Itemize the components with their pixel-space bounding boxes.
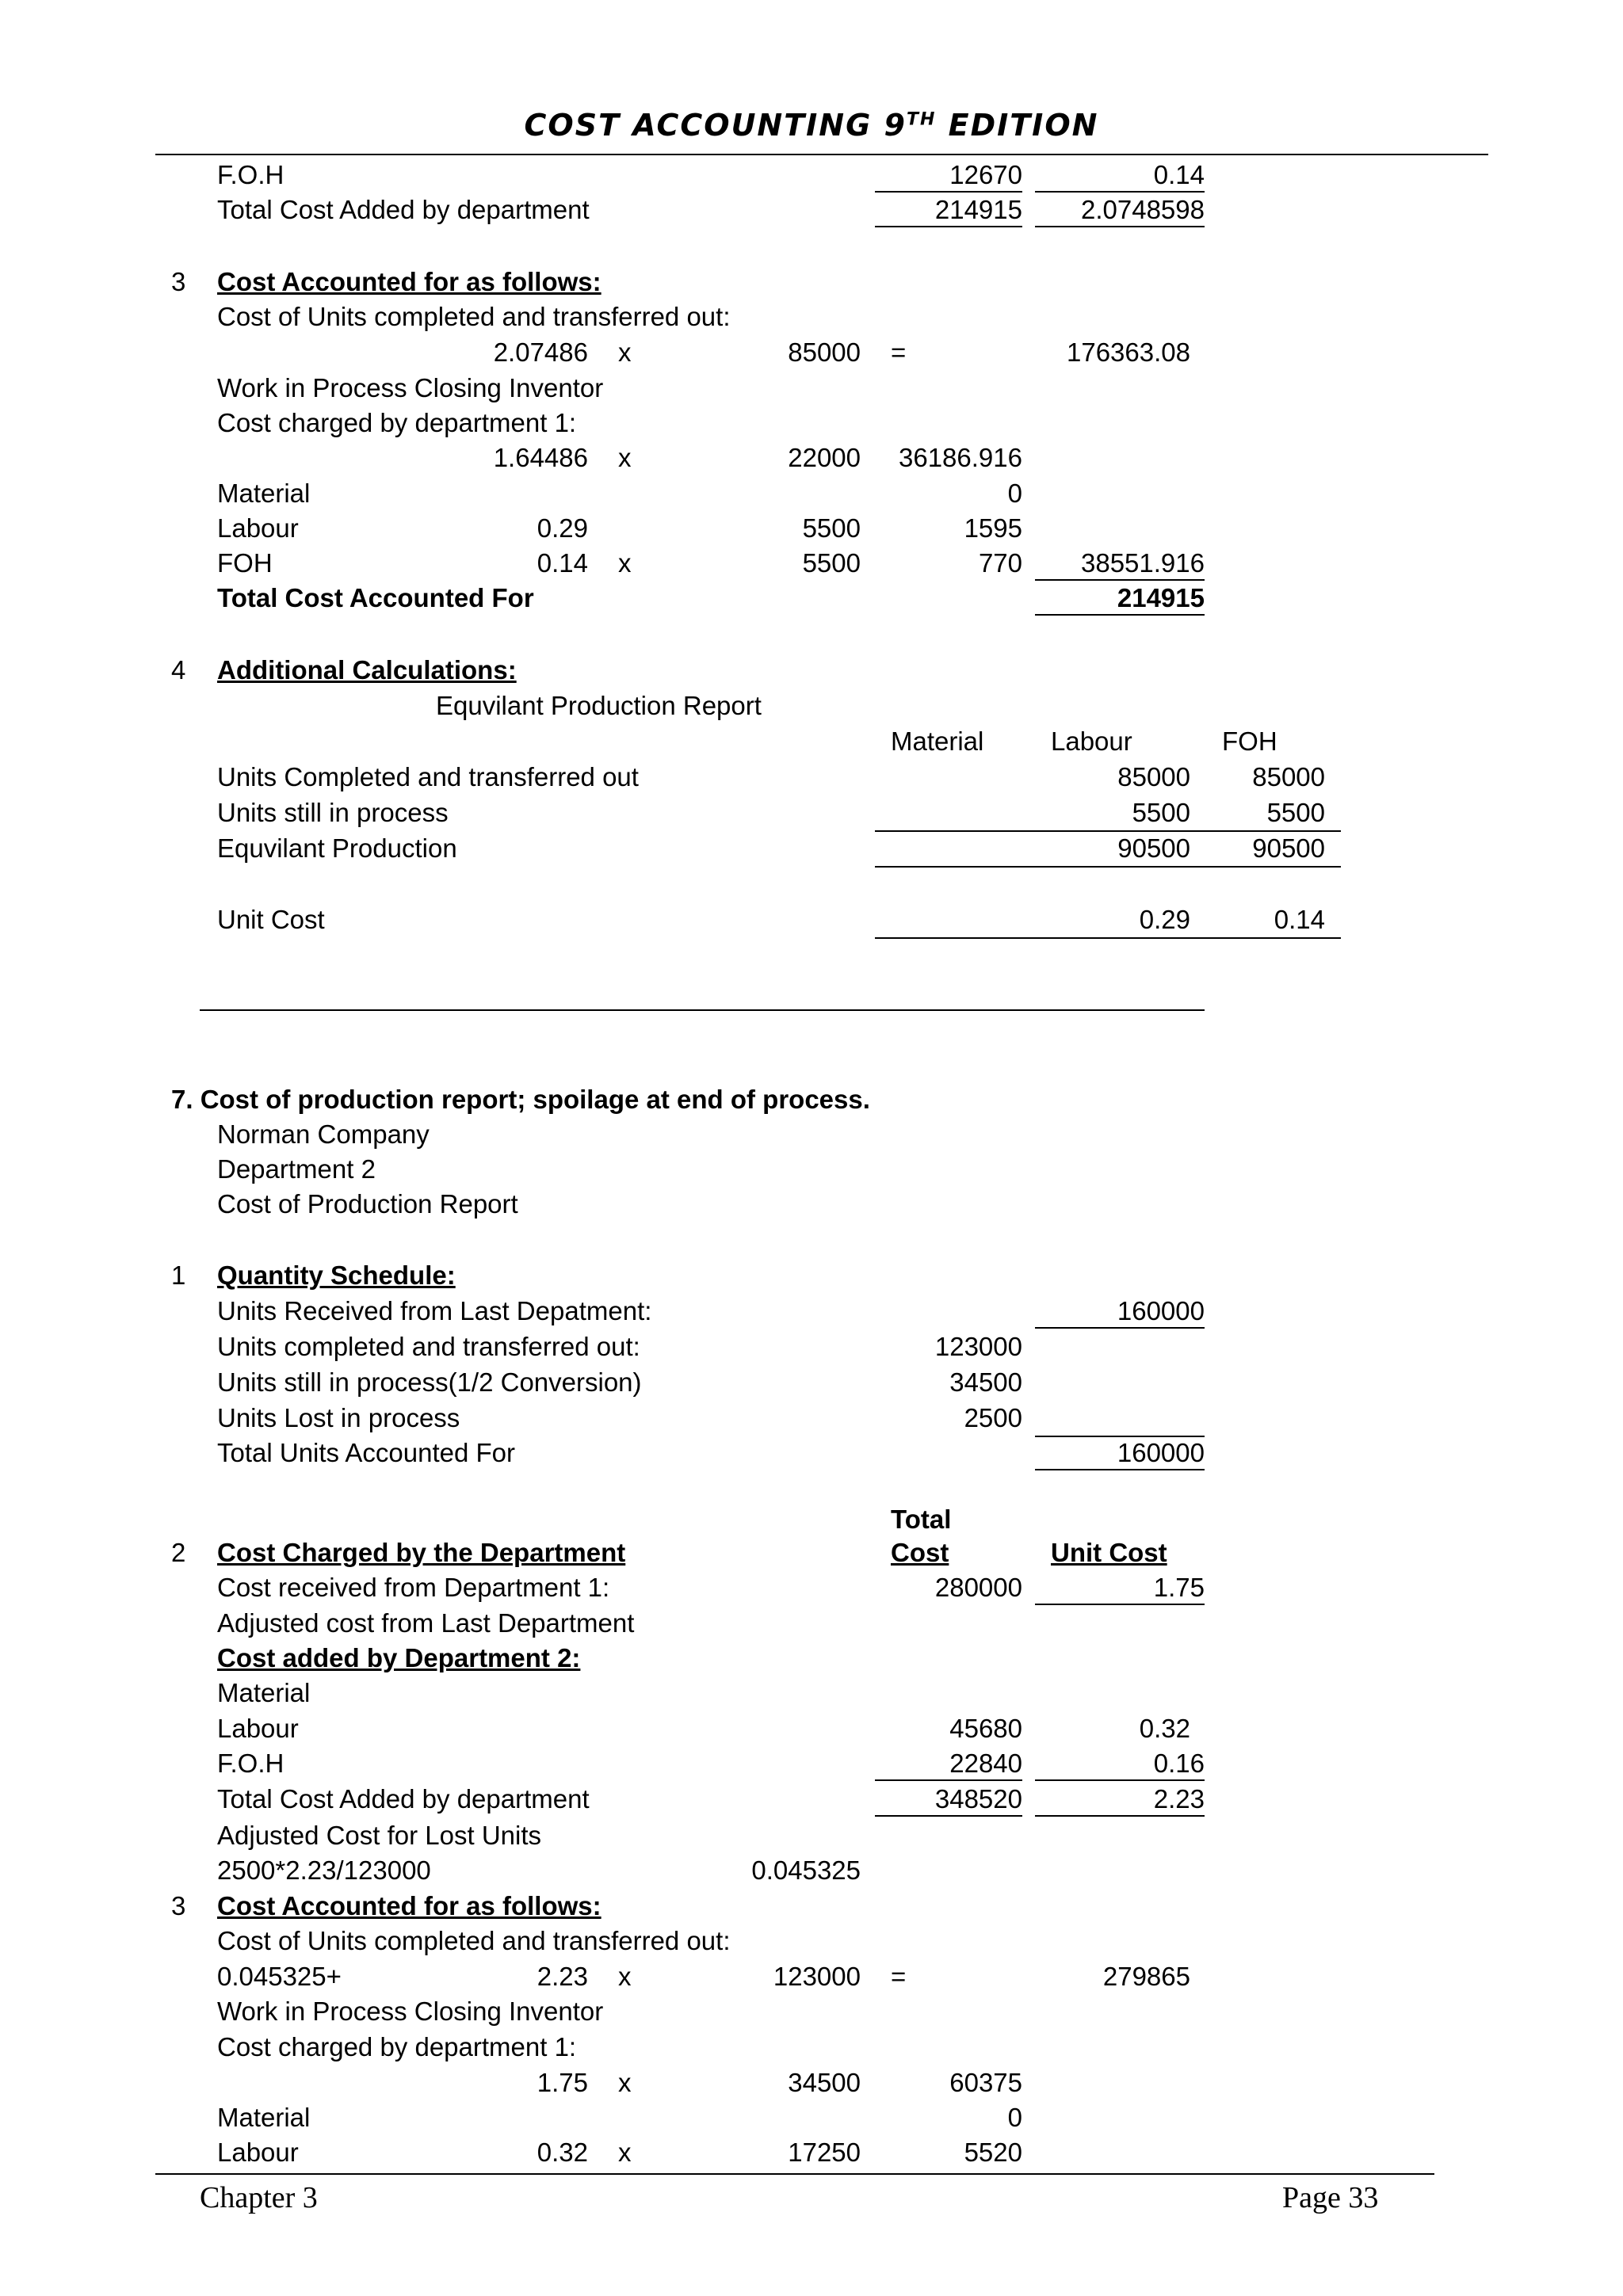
labour-units: 5500	[802, 513, 861, 543]
cost-charged-heading: Cost Charged by the Department	[217, 1538, 626, 1567]
material-cost: 0	[1007, 2103, 1022, 2132]
multiply-sign: x	[618, 548, 632, 578]
units-lost-label: Units Lost in process	[217, 1403, 460, 1432]
labour-label: Labour	[217, 1714, 299, 1743]
foh-units: 5500	[802, 548, 861, 578]
material-label: Material	[217, 1678, 311, 1707]
equals-sign: =	[891, 1962, 907, 1991]
wip-total: 38551.916	[1035, 547, 1205, 581]
labour-cost: 1595	[964, 513, 1022, 543]
additional-calculations-heading: Additional Calculations:	[217, 655, 517, 685]
material-label: Material	[217, 2103, 311, 2132]
footer-page-number: Page 33	[1282, 2181, 1379, 2214]
multiply-sign: x	[618, 1962, 632, 1991]
labour-rate: 0.32	[537, 2138, 588, 2167]
equals-sign: =	[891, 338, 907, 367]
page-header-title: COST ACCOUNTING 9TH EDITION	[524, 108, 1099, 143]
cost-received-total: 280000	[934, 1573, 1022, 1602]
labour-unit: 0.32	[1139, 1714, 1190, 1743]
col-total-cost-line2: Cost	[891, 1538, 949, 1567]
wip-closing-label: Work in Process Closing Inventor	[217, 1997, 604, 2026]
cost-accounted-heading: Cost Accounted for as follows:	[217, 267, 601, 296]
foh-unit: 0.14	[1035, 159, 1205, 193]
completed-total: 176363.08	[1067, 338, 1190, 367]
equivalent-production-labour: 90500	[1117, 833, 1190, 863]
lost-units-formula: 2500*2.23/123000	[217, 1855, 431, 1885]
dept1-rate: 1.64486	[493, 443, 588, 472]
adjusted-lost-units-label: Adjusted Cost for Lost Units	[217, 1821, 542, 1850]
units-completed-foh: 85000	[1252, 762, 1325, 791]
dept1-rate: 1.75	[537, 2068, 588, 2097]
total-cost-added-unit: 2.0748598	[1035, 194, 1205, 227]
dept1-cost: 36186.916	[899, 443, 1022, 472]
multiply-sign: x	[618, 443, 632, 472]
report-name: Cost of Production Report	[217, 1189, 518, 1219]
total-cost-added-unit: 2.23	[1035, 1783, 1205, 1817]
unit-cost-labour: 0.29	[1139, 905, 1190, 934]
labour-label: Labour	[217, 2138, 299, 2167]
units-completed-label: Units completed and transferred out:	[217, 1332, 640, 1361]
completed-rate: 2.23	[537, 1962, 588, 1991]
col-unit-cost: Unit Cost	[1051, 1538, 1167, 1567]
table-rule	[875, 830, 1341, 832]
equivalent-production-title: Equvilant Production Report	[436, 691, 762, 720]
labour-total: 45680	[949, 1714, 1022, 1743]
section-number: 3	[171, 267, 186, 296]
col-labour: Labour	[1051, 727, 1132, 756]
material-cost: 0	[1007, 479, 1022, 508]
col-total-cost-line1: Total	[891, 1505, 952, 1534]
total-units-label: Total Units Accounted For	[217, 1438, 516, 1467]
multiply-sign: x	[618, 2138, 632, 2167]
section-number: 3	[171, 1891, 186, 1920]
adjusted-cost-label: Adjusted cost from Last Department	[217, 1608, 635, 1638]
foh-label: F.O.H	[217, 1749, 285, 1778]
foh-label: FOH	[217, 548, 273, 578]
lost-units-formula-value: 0.045325	[751, 1855, 861, 1885]
units-lost-value: 2500	[964, 1403, 1022, 1432]
question-title: 7. Cost of production report; spoilage at end of process.	[171, 1085, 870, 1114]
labour-units: 17250	[788, 2138, 861, 2167]
wip-closing-label: Work in Process Closing Inventor	[217, 373, 604, 402]
equivalent-production-foh: 90500	[1252, 833, 1325, 863]
unit-cost-foh: 0.14	[1274, 905, 1325, 934]
completed-rate: 2.07486	[493, 338, 588, 367]
total-units-value: 160000	[1035, 1436, 1205, 1470]
footer-rule	[155, 2173, 1434, 2175]
department-name: Department 2	[217, 1154, 376, 1184]
table-rule	[875, 937, 1341, 939]
completed-transferred-label: Cost of Units completed and transferred out:	[217, 302, 731, 331]
completed-transferred-label: Cost of Units completed and transferred out:	[217, 1926, 731, 1955]
section-divider	[200, 1009, 1205, 1011]
units-received-value: 160000	[1035, 1295, 1205, 1329]
labour-label: Labour	[217, 513, 299, 543]
foh-unit: 0.16	[1035, 1748, 1205, 1781]
quantity-schedule-heading: Quantity Schedule:	[217, 1261, 456, 1290]
completed-units: 85000	[788, 338, 861, 367]
completed-total: 279865	[1102, 1962, 1190, 1991]
header-rule	[155, 154, 1488, 155]
section-number: 2	[171, 1538, 186, 1567]
total-cost-added-total: 348520	[875, 1783, 1022, 1817]
dept1-cost: 60375	[949, 2068, 1022, 2097]
material-label: Material	[217, 479, 311, 508]
equivalent-production-label: Equvilant Production	[217, 833, 457, 863]
units-in-process-label: Units still in process(1/2 Conversion)	[217, 1367, 642, 1397]
total-cost-added-total: 214915	[875, 194, 1022, 227]
units-in-process-labour: 5500	[1132, 798, 1190, 827]
cost-received-label: Cost received from Department 1:	[217, 1573, 610, 1602]
footer-chapter: Chapter 3	[200, 2181, 318, 2214]
foh-label: F.O.H	[217, 160, 285, 189]
cost-received-unit: 1.75	[1035, 1572, 1205, 1605]
cost-charged-dept1-label: Cost charged by department 1:	[217, 2032, 577, 2061]
col-material: Material	[891, 727, 984, 756]
units-completed-label: Units Completed and transferred out	[217, 762, 639, 791]
units-in-process-foh: 5500	[1266, 798, 1325, 827]
multiply-sign: x	[618, 338, 632, 367]
section-number: 1	[171, 1261, 186, 1290]
completed-units: 123000	[773, 1962, 861, 1991]
cost-added-heading: Cost added by Department 2:	[217, 1643, 581, 1672]
table-rule	[875, 866, 1341, 868]
total-cost-added-label: Total Cost Added by department	[217, 195, 590, 224]
units-in-process-value: 34500	[949, 1367, 1022, 1397]
total-cost-added-label: Total Cost Added by department	[217, 1784, 590, 1814]
labour-rate: 0.29	[537, 513, 588, 543]
foh-cost: 770	[978, 548, 1022, 578]
foh-total: 22840	[875, 1748, 1022, 1781]
foh-total: 12670	[875, 159, 1022, 193]
foh-rate: 0.14	[537, 548, 588, 578]
units-in-process-label: Units still in process	[217, 798, 449, 827]
dept1-units: 34500	[788, 2068, 861, 2097]
labour-cost: 5520	[964, 2138, 1022, 2167]
col-foh: FOH	[1222, 727, 1277, 756]
total-cost-accounted-label: Total Cost Accounted For	[217, 583, 534, 612]
cost-charged-dept1-label: Cost charged by department 1:	[217, 408, 577, 437]
multiply-sign: x	[618, 2068, 632, 2097]
units-completed-value: 123000	[934, 1332, 1022, 1361]
dept1-units: 22000	[788, 443, 861, 472]
total-cost-accounted-value: 214915	[1035, 582, 1205, 616]
unit-cost-label: Unit Cost	[217, 905, 325, 934]
completed-prefix: 0.045325+	[217, 1962, 342, 1991]
section-number: 4	[171, 655, 186, 685]
units-completed-labour: 85000	[1117, 762, 1190, 791]
company-name: Norman Company	[217, 1119, 430, 1149]
units-received-label: Units Received from Last Depatment:	[217, 1296, 652, 1325]
cost-accounted-heading: Cost Accounted for as follows:	[217, 1891, 601, 1920]
